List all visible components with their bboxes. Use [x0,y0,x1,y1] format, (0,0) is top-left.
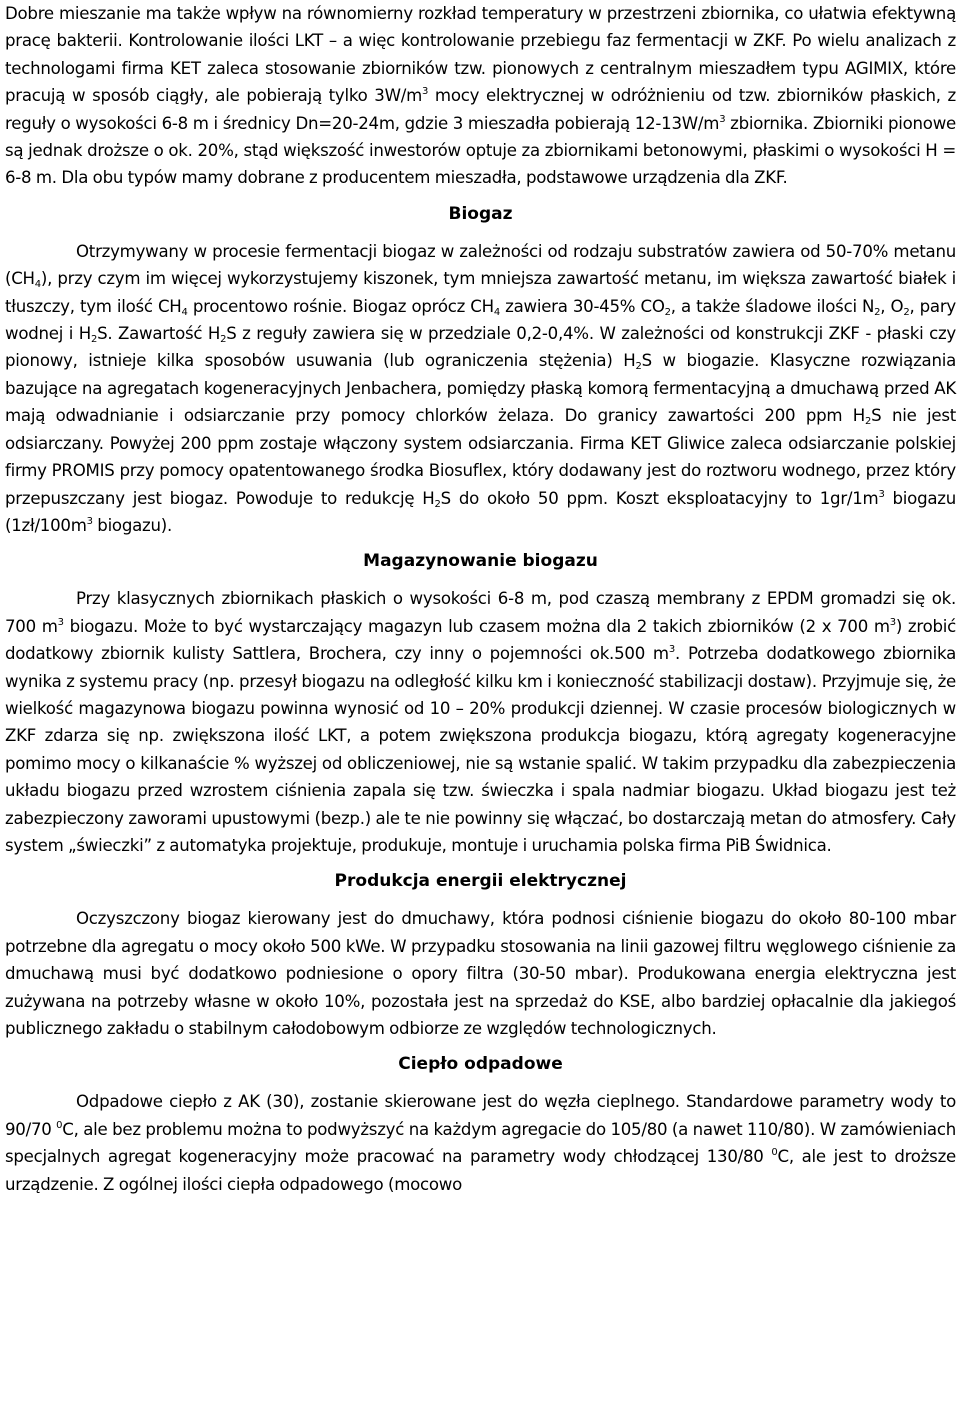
cieplo-paragraph: Odpadowe ciepło z AK (30), zostanie skierowane jest do węzła cieplnego. Standardowe parametry wody to 90/70 $^0$C, ale bez problemu można to podwyższyć na każdym agregacie do 105/80 (a nawet 110/80). W zamówieniach specjalnych agregat kogeneracyjny może pracować na parametry wody chłodzącej 130/80 $^0$C, ale jest to droższe urządzenie. Z ogólnej ilości ciepła odpadowego (mocowo [5,1092,956,1194]
document-page [5,0,956,1198]
energia-paragraph: Oczyszczony biogaz kierowany jest do dmuchawy, która podnosi ciśnienie biogazu do około 80-100 mbar potrzebne dla agregatu o mocy około 500 kWe. W przypadku stosowania na linii gazowej filtru węglowego ciśnienie za dmuchawą musi być dodatkowo podniesione o opory filtra (30-50 mbar). Produkowana energia elektryczna jest zużywana na potrzeby własne w około 10%, pozostała jest na sprzedaż do KSE, albo bardziej opłacalnie dla jakiegoś publicznego zakładu o stabilnym całodobowym odbiorze ze względów technologicznych. [5,909,956,1038]
heading-magazynowanie: Magazynowanie biogazu [363,551,598,572]
intro-paragraph: Dobre mieszanie ma także wpływ na równomierny rozkład temperatury w przestrzeni zbiornika, co ułatwia efektywną pracę bakterii. Kontrolowanie ilości LKT – a więc kontrolowanie przebiegu faz fermentacji w ZKF. Po wielu analizach z technologami firma KET zaleca stosowanie zbiorników tzw. pionowych z centralnym mieszadłem typu AGIMIX, które pracują w sposób ciągły, ale pobierają tylko $3W/m^3$ mocy elektrycznej w odróżnieniu od tzw. zbiorników płaskich, z reguły o wysokości 6-8 m i średnicy Dn=20-24m, gdzie 3 mieszadła pobierają $12-13W/m^3$ zbiornika. Zbiorniki pionowe są jednak droższe o ok. 20%, stąd większość inwestorów optuje za zbiornikami betonowymi, płaskimi o wysokości H = 6-8 m. Dla obu typów mamy dobrane z producentem mieszadła, podstawowe urządzenia dla ZKF. [5,4,956,188]
biogaz-paragraph: Otrzymywany w procesie fermentacji biogaz w zależności od rodzaju substratów zawiera od 50-70% metanu $(CH_4)$, przy czym im więcej wykorzystujemy kiszonek, tym mniejsza zawartość metanu, im większa zawartość białek i tłuszczy, tym ilość $CH_4$ procentowo rośnie. Biogaz oprócz $CH_4$ zawiera 30-45% $CO_2$, a także śladowe ilości $N_2$, $O_2$, pary wodnej i $H_2S$. Zawartość $H_2S$ z reguły zawiera się w przedziale 0,2-0,4%. W zależności od konstrukcji ZKF - płaski czy pionowy, istnieje kilka sposobów usuwania (lub ograniczenia stężenia) $H_2S$ w biogazie. Klasyczne rozwiązania bazujące na agregatach kogeneracyjnych Jenbachera, pomiędzy płaską komorą fermentacyjną a dmuchawą przed AK mają odwadnianie i odsiarczanie przy pomocy chlorków żelaza. Do granicy zawartości 200 ppm $H_2S$ nie jest odsiarczany. Powyżej 200 ppm zostaje włączony system odsiarczania. Firma KET Gliwice zaleca odsiarczanie polskiej firmy PROMIS przy pomocy opatentowanego środka Biosuflex, który dodawany jest do roztworu wodnego, przez który przepuszczany jest biogaz. Powoduje to redukcję $H_2S$ do około 50 ppm. Koszt eksploatacyjny to $1gr/1m^3$ biogazu ($1zł/100m^3$ biogazu). [5,241,957,535]
heading-cieplo-odpadowe: Ciepło odpadowe [398,1054,563,1075]
heading-biogaz: Biogaz [448,203,513,224]
magazynowanie-paragraph: Przy klasycznych zbiornikach płaskich o wysokości 6-8 m, pod czaszą membrany z EPDM gromadzi się ok. 700 $m^3$ biogazu. Może to być wystarczający magazyn lub czasem można dla 2 takich zbiorników (2 x 700 $m^3$) zrobić dodatkowy zbiornik kulisty Sattlera, Brochera, czy inny o pojemności ok.500 $m^3$. Potrzeba dodatkowego zbiornika wynika z systemu pracy (np. przesył biogazu na odległość kilku km i konieczność stabilizacji dostaw). Przyjmuje się, że wielkość magazynowa biogazu powinna wynosić od 10 – 20% produkcji dziennej. W czasie procesów biologicznych w ZKF zdarza się np. zwiększona ilość LKT, a potem zwiększona produkcja biogazu, którą agregaty kogeneracyjne pomimo mocy o kilkanaście % wyższej od obliczeniowej, nie są wstanie spalić. W takim przypadku dla zabezpieczenia układu biogazu przed wzrostem ciśnienia zapala się tzw. świeczka i spala nadmiar biogazu. Układ biogazu jest też zabezpieczony zaworami upustowymi (bezp.) ale te nie powinny się włączać, bo dostarczają metan do atmosfery. Cały system „świeczki” z automatyka projektuje, produkuje, montuje i uruchamia polska firma PiB Świdnica. [5,589,956,855]
heading-produkcja-energii: Produkcja energii elektrycznej [334,871,627,892]
